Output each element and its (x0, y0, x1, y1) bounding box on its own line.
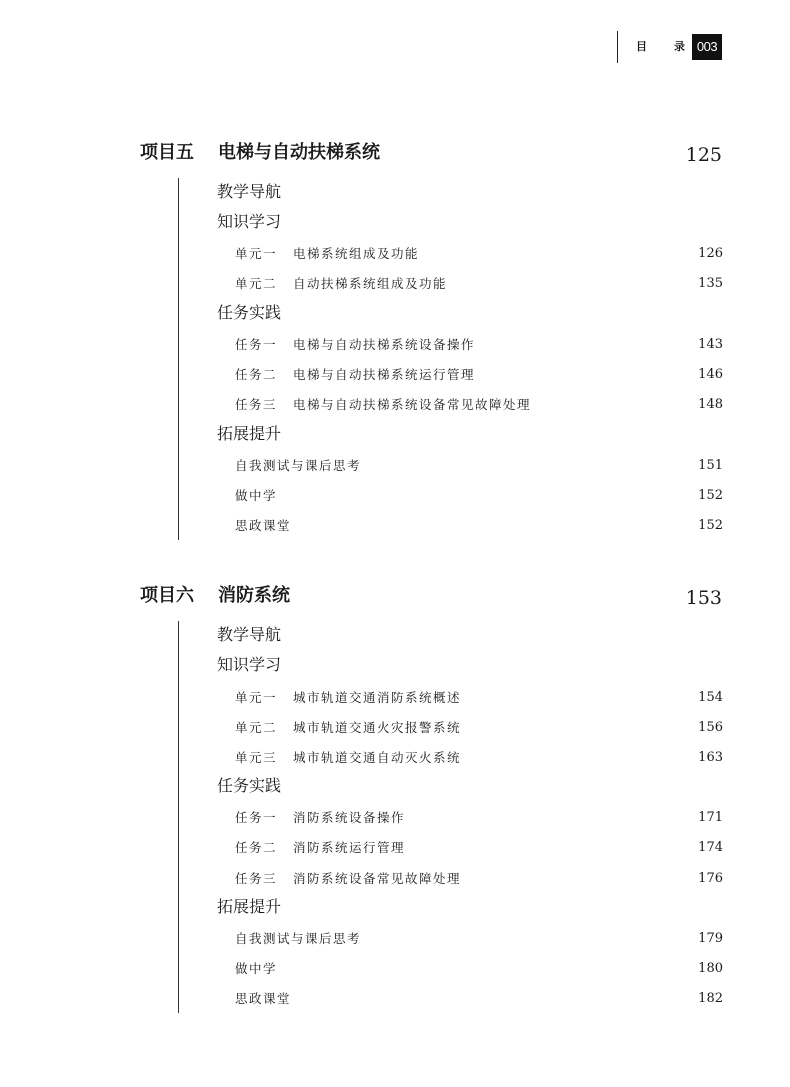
project-title: 消防系统 (218, 585, 290, 606)
entry-page: 171 (698, 810, 723, 825)
project-6-rule (178, 621, 179, 1013)
toc-entry[interactable] (235, 838, 723, 858)
section-practice[interactable]: 任务实践 (217, 303, 282, 322)
entry-page: 151 (698, 458, 723, 473)
project-page: 125 (685, 144, 722, 166)
entry-page: 135 (698, 276, 723, 291)
entry-title: 自我测试与课后思考 (235, 458, 362, 473)
toc-entry[interactable] (235, 335, 723, 355)
entry-page: 154 (698, 690, 723, 705)
entry-title: 电梯系统组成及功能 (293, 246, 420, 261)
entry-page: 163 (698, 750, 723, 765)
toc-entry[interactable] (235, 989, 723, 1009)
entry-title: 消防系统运行管理 (293, 840, 406, 855)
section-practice[interactable]: 任务实践 (217, 776, 282, 795)
toc-entry[interactable] (235, 274, 723, 294)
entry-page: 180 (698, 961, 723, 976)
entry-title: 消防系统设备常见故障处理 (293, 871, 462, 886)
entry-page: 152 (698, 488, 723, 503)
toc-entry[interactable] (235, 456, 723, 476)
toc-entry[interactable] (235, 718, 723, 738)
header-title-char-1: 目 (636, 40, 648, 53)
entry-title: 做中学 (235, 488, 278, 503)
entry-page: 182 (698, 991, 723, 1006)
entry-page: 156 (698, 720, 723, 735)
section-nav[interactable]: 教学导航 (217, 182, 282, 201)
entry-label: 任务二 (235, 367, 278, 382)
entry-title: 消防系统设备操作 (293, 810, 406, 825)
entry-title: 电梯与自动扶梯系统设备常见故障处理 (293, 397, 532, 412)
entry-title: 思政课堂 (235, 518, 292, 533)
entry-title: 城市轨道交通自动灭火系统 (293, 750, 462, 765)
toc-entry[interactable] (235, 244, 723, 264)
project-heading[interactable] (140, 583, 290, 609)
project-page: 153 (685, 587, 722, 609)
entry-title: 城市轨道交通火灾报警系统 (293, 720, 462, 735)
section-knowledge[interactable]: 知识学习 (217, 655, 282, 674)
entry-title: 城市轨道交通消防系统概述 (293, 690, 462, 705)
entry-page: 174 (698, 840, 723, 855)
toc-entry[interactable] (235, 929, 723, 949)
toc-entry[interactable] (235, 748, 723, 768)
entry-title: 电梯与自动扶梯系统运行管理 (293, 367, 476, 382)
entry-page: 152 (698, 518, 723, 533)
project-title: 电梯与自动扶梯系统 (218, 142, 380, 163)
entry-title: 自我测试与课后思考 (235, 931, 362, 946)
toc-entry[interactable] (235, 808, 723, 828)
toc-entry[interactable] (235, 395, 723, 415)
entry-label: 单元二 (235, 276, 278, 291)
entry-page: 148 (698, 397, 723, 412)
toc-entry[interactable] (235, 688, 723, 708)
entry-title: 自动扶梯系统组成及功能 (293, 276, 448, 291)
entry-title: 思政课堂 (235, 991, 292, 1006)
entry-page: 143 (698, 337, 723, 352)
project-number: 项目六 (140, 585, 194, 606)
header-divider (617, 31, 618, 63)
entry-label: 任务一 (235, 337, 278, 352)
section-extension[interactable]: 拓展提升 (217, 897, 282, 916)
section-nav[interactable]: 教学导航 (217, 625, 282, 644)
entry-title: 做中学 (235, 961, 278, 976)
entry-page: 146 (698, 367, 723, 382)
entry-page: 179 (698, 931, 723, 946)
entry-label: 任务一 (235, 810, 278, 825)
header-title-char-2: 录 (674, 40, 686, 53)
toc-entry[interactable] (235, 516, 723, 536)
entry-title: 电梯与自动扶梯系统设备操作 (293, 337, 476, 352)
entry-page: 176 (698, 871, 723, 886)
entry-label: 任务三 (235, 871, 278, 886)
entry-label: 任务三 (235, 397, 278, 412)
entry-label: 单元二 (235, 720, 278, 735)
entry-label: 单元一 (235, 690, 278, 705)
header-page-number: 003 (692, 34, 722, 60)
toc-entry[interactable] (235, 365, 723, 385)
entry-page: 126 (698, 246, 723, 261)
section-extension[interactable]: 拓展提升 (217, 424, 282, 443)
entry-label: 任务二 (235, 840, 278, 855)
running-header-title (636, 37, 686, 57)
project-5-rule (178, 178, 179, 540)
toc-entry[interactable] (235, 869, 723, 889)
project-heading[interactable] (140, 140, 380, 166)
entry-label: 单元一 (235, 246, 278, 261)
entry-label: 单元三 (235, 750, 278, 765)
toc-entry[interactable] (235, 486, 723, 506)
section-knowledge[interactable]: 知识学习 (217, 212, 282, 231)
toc-entry[interactable] (235, 959, 723, 979)
project-number: 项目五 (140, 142, 194, 163)
